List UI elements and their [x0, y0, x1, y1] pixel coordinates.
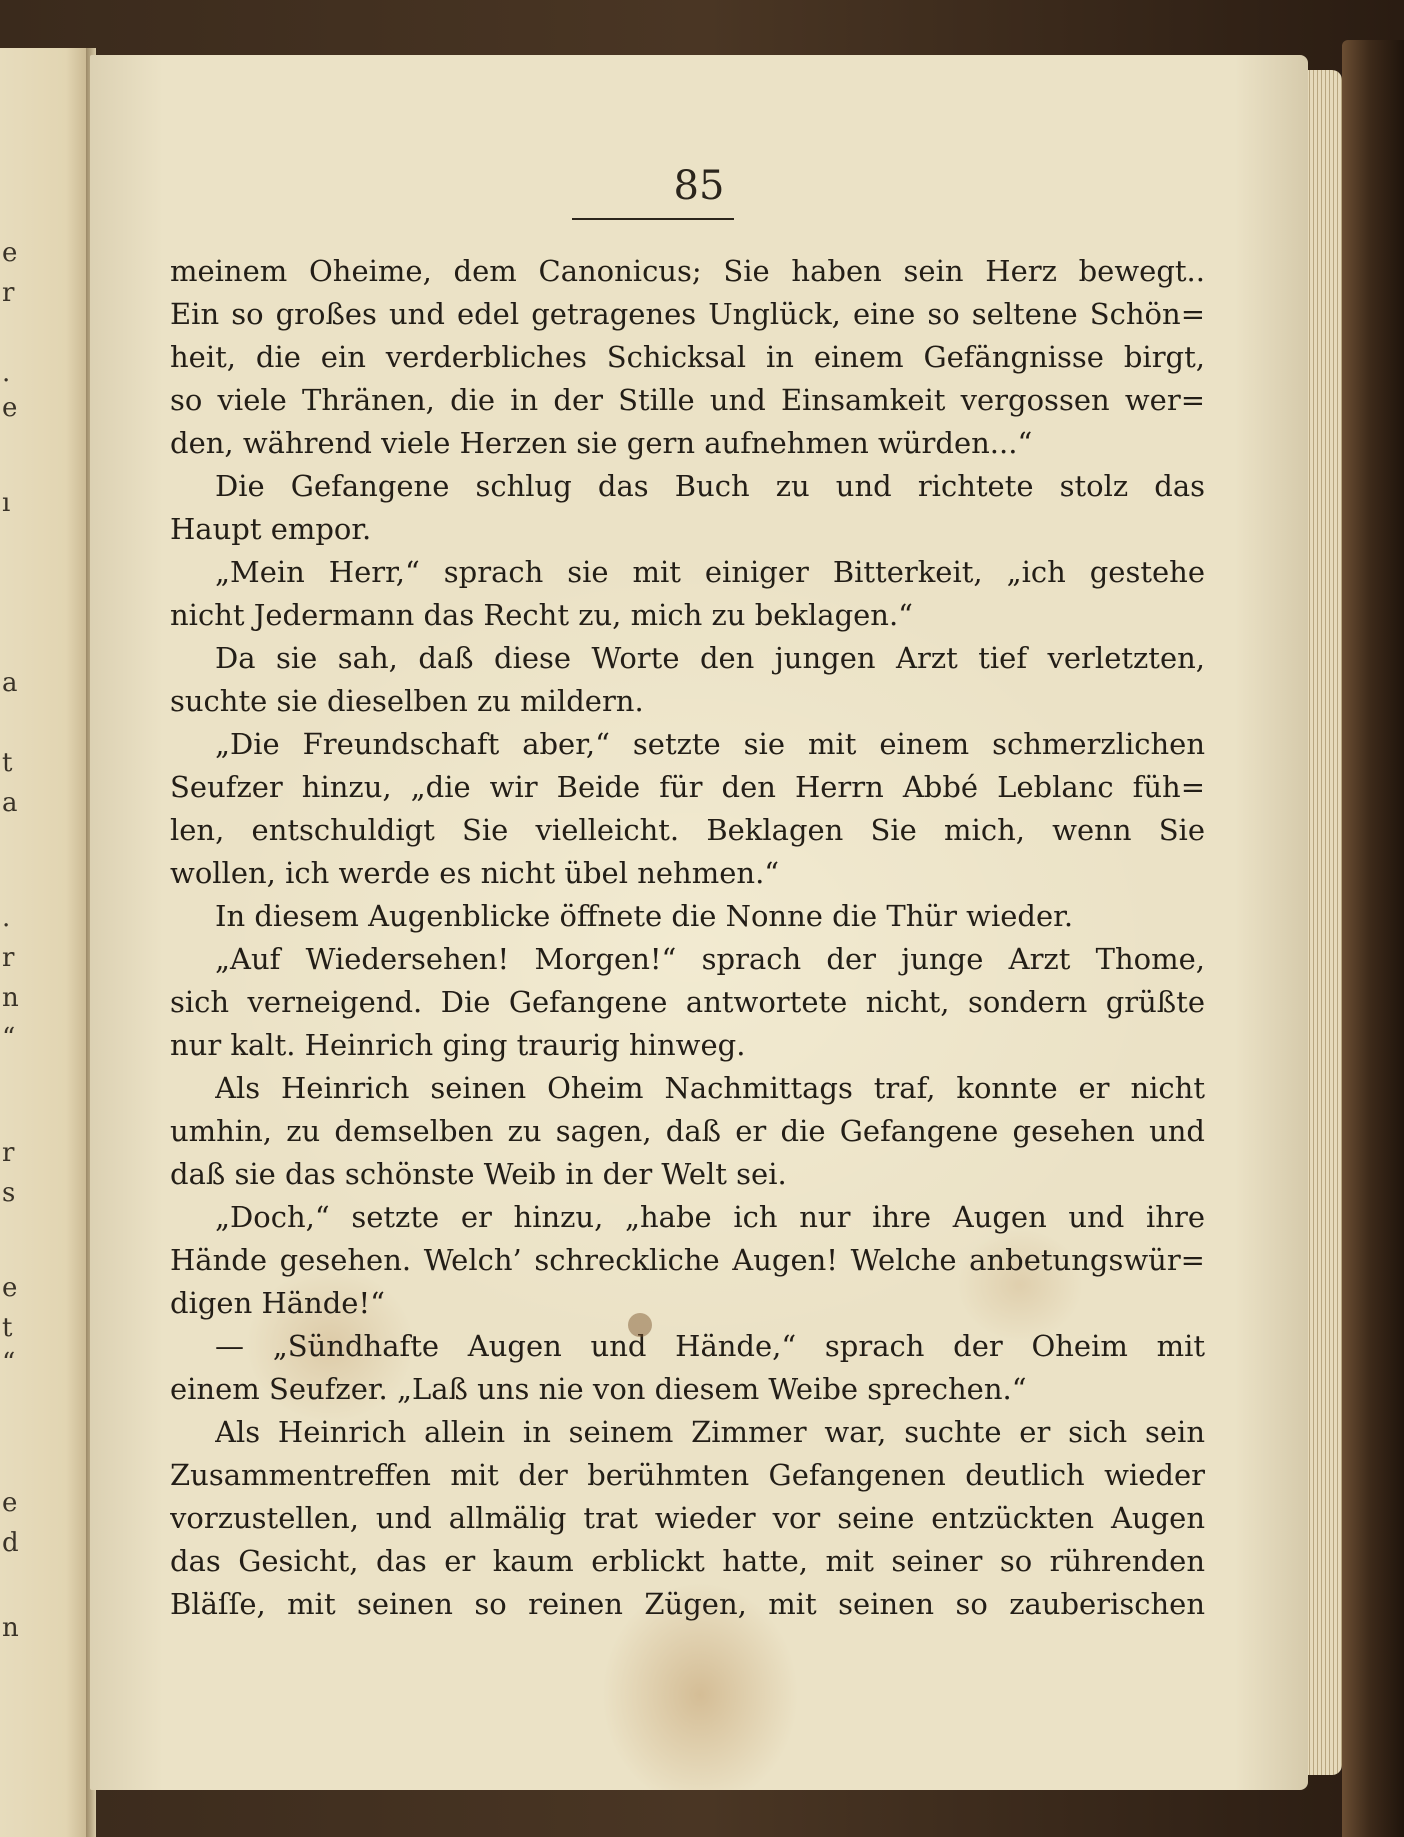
text-line: Als Heinrich seinen Oheim Nachmittags traf, konnte er nicht — [215, 1071, 1205, 1105]
left-page-fragment: ı — [2, 488, 11, 518]
left-page-fragment: a — [2, 668, 18, 698]
left-page-fragment: t — [2, 1313, 13, 1343]
left-page-fragment: s — [2, 1178, 16, 1208]
left-page-fragment: e — [2, 238, 18, 268]
text-line: Hände gesehen. Welch’ schreckliche Augen! Welche anbetungswür= — [170, 1243, 1205, 1277]
text-line: Ein so großes und edel getragenes Unglück, eine so seltene Schön= — [170, 297, 1205, 331]
left-page-fragment: e — [2, 393, 18, 423]
text-line: heit, die ein verderbliches Schicksal in einem Gefängnisse birgt, — [170, 340, 1205, 374]
left-page-fragment: t — [2, 748, 13, 778]
text-line: so viele Thränen, die in der Stille und Einsamkeit vergossen wer= — [170, 383, 1205, 417]
left-page-fragment: e — [2, 1488, 18, 1518]
left-page-fragment: r — [2, 1138, 15, 1168]
left-page-fragment: e — [2, 1273, 18, 1303]
text-line: Haupt empor. — [170, 512, 372, 546]
left-page-fragment: d — [2, 1528, 19, 1558]
text-line: „Auf Wiedersehen! Morgen!“ sprach der junge Arzt Thome, — [215, 942, 1205, 976]
text-line: nicht Jedermann das Recht zu, mich zu beklagen.“ — [170, 598, 914, 632]
text-line: Zusammentreffen mit der berühmten Gefangenen deutlich wieder — [170, 1458, 1205, 1492]
text-line: len, entschuldigt Sie vielleicht. Beklagen Sie mich, wenn Sie — [170, 813, 1205, 847]
text-line: Da sie sah, daß diese Worte den jungen Arzt tief verletzten, — [215, 641, 1205, 675]
left-page-fragment: . — [2, 358, 11, 388]
left-page-edge — [0, 48, 88, 1837]
header-rule — [572, 218, 734, 220]
text-line: — „Sündhafte Augen und Hände,“ sprach der Oheim mit — [215, 1329, 1205, 1363]
book-page — [90, 55, 1308, 1790]
left-page-fragment: “ — [2, 1023, 16, 1053]
cover-edge — [1342, 40, 1404, 1837]
text-line: einem Seufzer. „Laß uns nie von diesem Weibe sprechen.“ — [170, 1372, 1027, 1406]
text-line: Als Heinrich allein in seinem Zimmer war, suchte er sich sein — [215, 1415, 1205, 1449]
text-line: „Die Freundschaft aber,“ setzte sie mit einem schmerzlichen — [215, 727, 1205, 761]
text-line: suchte sie dieselben zu mildern. — [170, 684, 644, 718]
text-line: daß sie das schönste Weib in der Welt sei. — [170, 1157, 787, 1191]
text-line: „Doch,“ setzte er hinzu, „habe ich nur ihre Augen und ihre — [215, 1200, 1205, 1234]
left-page-fragment: “ — [2, 1348, 16, 1378]
left-page-fragment: n — [2, 1613, 19, 1643]
text-line: umhin, zu demselben zu sagen, daß er die Gefangene gesehen und — [170, 1114, 1205, 1148]
text-line: Die Gefangene schlug das Buch zu und richtete stolz das — [215, 469, 1205, 503]
text-line: vorzustellen, und allmälig trat wieder vor seine entzückten Augen — [170, 1501, 1205, 1535]
text-line: das Gesicht, das er kaum erblickt hatte, mit seiner so rührenden — [170, 1544, 1205, 1578]
left-page-fragment: a — [2, 788, 18, 818]
text-line: Seufzer hinzu, „die wir Beide für den Herrn Abbé Leblanc füh= — [170, 770, 1205, 804]
left-page-fragment: n — [2, 983, 19, 1013]
text-line: Bläſſe, mit seinen so reinen Zügen, mit seinen so zauberischen — [170, 1587, 1205, 1621]
left-page-fragment: . — [2, 903, 11, 933]
text-line: sich verneigend. Die Gefangene antwortete nicht, sondern grüßte — [170, 985, 1205, 1019]
page-number: 85 — [673, 163, 725, 209]
text-line: digen Hände!“ — [170, 1286, 385, 1320]
ink-stain — [628, 1313, 652, 1337]
text-line: nur kalt. Heinrich ging traurig hinweg. — [170, 1028, 746, 1062]
text-line: den, während viele Herzen sie gern aufnehmen würden...“ — [170, 426, 1033, 460]
text-line: „Mein Herr,“ sprach sie mit einiger Bitterkeit, „ich gestehe — [215, 555, 1205, 589]
left-page-fragment: r — [2, 943, 15, 973]
left-page-fragment: r — [2, 278, 15, 308]
text-line: wollen, ich werde es nicht übel nehmen.“ — [170, 856, 780, 890]
text-line: In diesem Augenblicke öffnete die Nonne die Thür wieder. — [215, 899, 1074, 933]
text-line: meinem Oheime, dem Canonicus; Sie haben sein Herz bewegt.. — [170, 254, 1205, 288]
